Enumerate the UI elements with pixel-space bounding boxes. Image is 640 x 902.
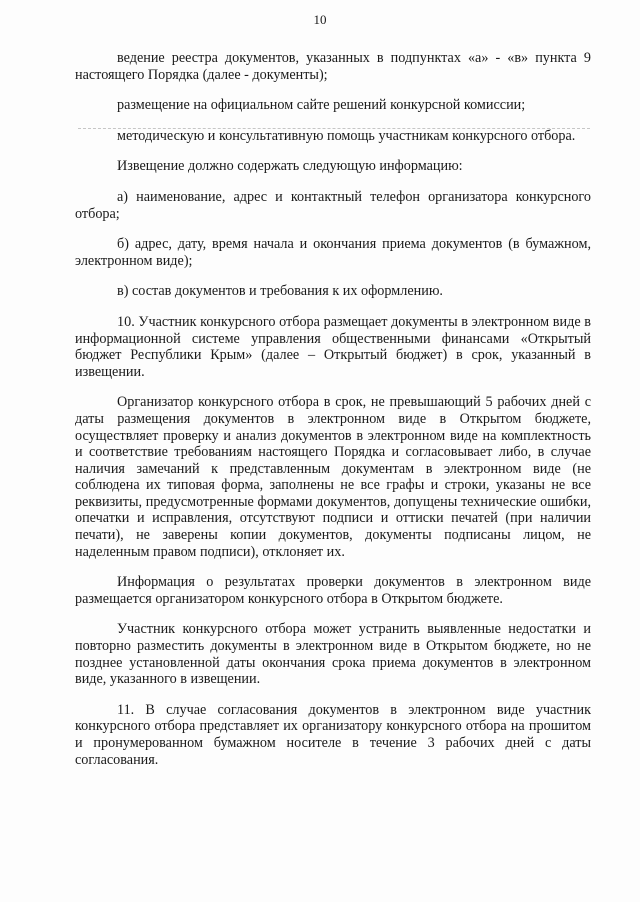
paragraph: б) адрес, дату, время начала и окончания приема документов (в бумажном, электронном виде); bbox=[75, 236, 591, 269]
page-number: 10 bbox=[313, 12, 327, 27]
paragraph: Организатор конкурсного отбора в срок, не превышающий 5 рабочих дней с даты размещения документов в электронном виде в Открытом бюджете, осуществляет проверку и анализ документов в электронном виде на комплектность и соответствие требованиям настоящего Порядка и согласовывает либо, в случае наличия замечаний к представленным документам в электронном виде (не соблюдена их типовая форма, заполнены не все графы и строки, указаны не все реквизиты, предусмотренные формами документов, допущены технические ошибки, опечатки и исправления, отсутствуют подписи и оттиски печатей (при наличии печати), не заверены копии документов, документы подписаны лицом, не наделенным правом подписи), отклоняет их. bbox=[75, 394, 591, 560]
paragraph: Извещение должно содержать следующую информацию: bbox=[117, 158, 463, 175]
paragraph: 10. Участник конкурсного отбора размещает документы в электронном виде в информационной системе управления общественными финансами «Открытый бюджет Республики Крым» (далее – Открытый бюджет) в срок, указанный в извещении. bbox=[75, 313, 591, 380]
paragraph: а) наименование, адрес и контактный телефон организатора конкурсного отбора; bbox=[75, 188, 591, 222]
paragraph: методическую и консультативную помощь участникам конкурсного отбора. bbox=[117, 127, 576, 144]
paragraph: размещение на официальном сайте решений конкурсной комиссии; bbox=[117, 97, 526, 114]
paragraph: в) состав документов и требования к их оформлению. bbox=[117, 283, 443, 300]
paragraph: 11. В случае согласования документов в электронном виде участник конкурсного отбора представляет их организатору конкурсного отбора на прошитом и пронумерованном бумажном носителе в течение 3 рабочих дней с даты согласования. bbox=[75, 701, 591, 768]
document-body bbox=[75, 50, 591, 782]
paragraph: ведение реестра документов, указанных в подпунктах «а» - «в» пункта 9 настоящего Порядка (далее - документы); bbox=[75, 50, 591, 83]
paragraph: Информация о результатах проверки документов в электронном виде размещается организатором конкурсного отбора в Открытом бюджете. bbox=[75, 574, 591, 607]
paragraph: Участник конкурсного отбора может устранить выявленные недостатки и повторно разместить документы в электронном виде в Открытом бюджете, но не позднее установленной даты окончания срока приема документов в электронном виде, указанного в извещении. bbox=[75, 621, 591, 688]
